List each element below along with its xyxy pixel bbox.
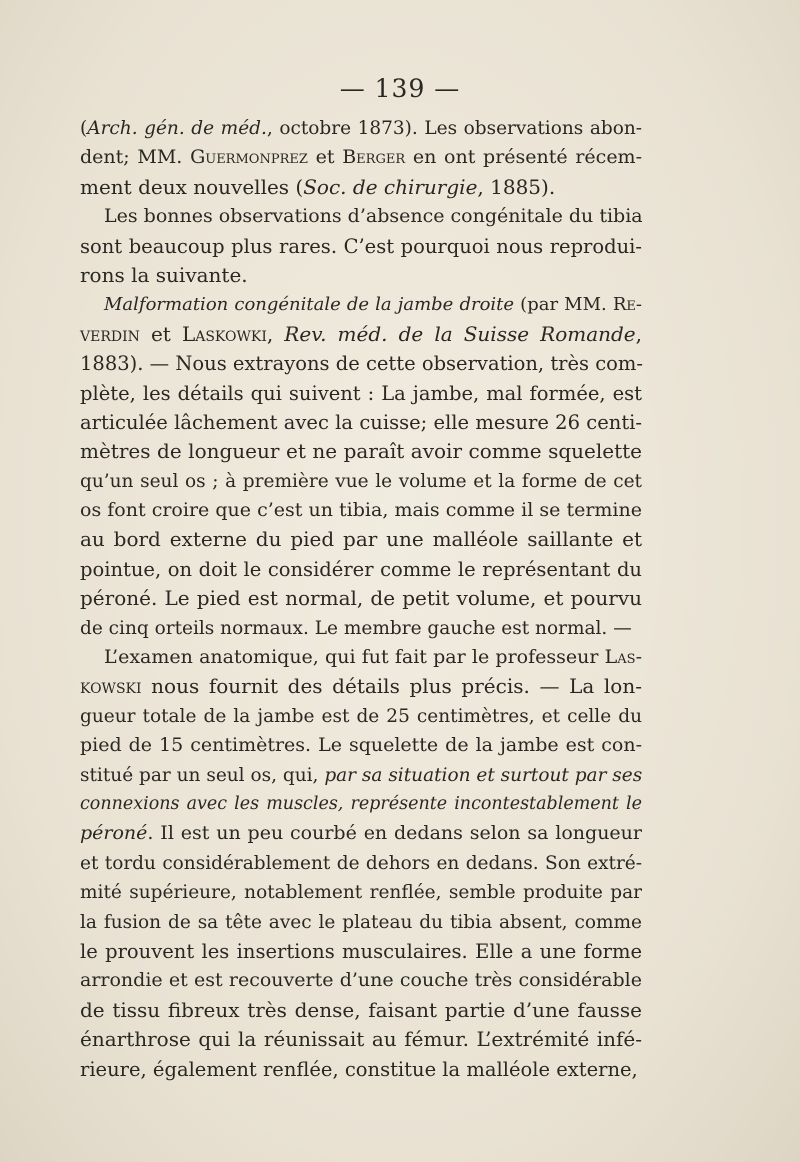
- text-line: [80, 1055, 642, 1084]
- text-run: au bord externe du pied par une malléole saillante et: [80, 527, 642, 552]
- text-run: . Il est un peu courbé en dedans selon sa longueur: [147, 822, 642, 845]
- text-line: [80, 467, 642, 496]
- text-run: Les bonnes observations d’absence congénitale du tibia: [104, 205, 643, 228]
- text-run: ,: [635, 321, 643, 346]
- small-caps-name: kowski: [80, 674, 142, 699]
- text-line: [80, 525, 642, 554]
- text-line: [80, 349, 642, 378]
- text-run: plète, les détails qui suivent : La jambe, mal formée, est: [80, 381, 642, 405]
- text-run: arrondie et est recouverte d’une couche très considérable: [80, 969, 642, 992]
- italic-text: péroné: [80, 822, 148, 845]
- text-run: énarthrose qui la réunissait au fémur. L’extrémité infé-: [80, 1027, 642, 1052]
- text-line: [80, 937, 642, 966]
- text-run: pointue, on doit le considérer comme le représentant du: [80, 557, 642, 581]
- text-line: [80, 555, 642, 584]
- small-caps-name: Las-: [604, 646, 642, 669]
- text-line: [80, 790, 642, 819]
- text-run: rons la suivante.: [80, 262, 248, 287]
- text-run: , 1885).: [477, 174, 556, 199]
- small-caps-name: Laskowki: [181, 321, 267, 346]
- text-line: [80, 672, 642, 701]
- italic-text: Arch. gén. de méd.: [87, 118, 267, 139]
- text-line: [80, 908, 642, 937]
- text-run: le prouvent les insertions musculaires. Elle a une forme: [80, 939, 642, 963]
- text-run: mètres de longueur et ne paraît avoir comme squelette: [80, 439, 642, 464]
- text-run: et: [307, 146, 343, 169]
- paragraph: [80, 114, 642, 202]
- text-line: [80, 437, 642, 466]
- italic-text: connexions avec les muscles, représente incontestablement le: [80, 793, 642, 814]
- text-run: articulée lâchement avec la cuisse; elle mesure 26 centi-: [80, 410, 642, 434]
- text-run: ment deux nouvelles (: [80, 174, 304, 199]
- text-run: et: [139, 321, 182, 346]
- small-caps-name: Berger: [342, 146, 406, 169]
- text-run: la fusion de sa tête avec le plateau du tibia absent, comme: [80, 911, 642, 933]
- small-caps-name: Guermonprez: [190, 146, 308, 169]
- text-run: de tissu fibreux très dense, faisant partie d’une fausse: [80, 997, 642, 1022]
- text-run: de cinq orteils normaux. Le membre gauche est normal. —: [80, 617, 632, 639]
- text-run: (par MM.: [514, 294, 613, 316]
- text-line: [80, 966, 642, 995]
- small-caps-name: Re-: [612, 294, 642, 316]
- text-line: [80, 731, 642, 760]
- paragraph: [80, 290, 642, 643]
- text-line: [80, 584, 642, 613]
- text-line: [80, 290, 642, 319]
- text-line: [80, 261, 642, 290]
- text-line: [80, 143, 642, 172]
- text-run: nous fournit des détails plus précis. — La lon-: [141, 674, 642, 699]
- text-run: ,: [266, 321, 285, 346]
- text-line: [80, 202, 642, 231]
- text-line: [80, 379, 642, 408]
- italic-text: Malformation congénitale de la jambe droite: [104, 294, 515, 316]
- text-line: [80, 878, 642, 907]
- text-run: stitué par un seul os, qui,: [80, 764, 325, 786]
- text-line: [80, 643, 642, 672]
- text-run: mité supérieure, notablement renflée, semble produite par: [80, 882, 642, 904]
- text-run: 1883). — Nous extrayons de cette observation, très com-: [80, 352, 643, 376]
- text-line: [80, 849, 642, 878]
- text-run: pied de 15 centimètres. Le squelette de la jambe est con-: [80, 734, 642, 757]
- text-run: , octobre 1873). Les observations abon-: [266, 118, 643, 139]
- text-run: (: [80, 118, 88, 139]
- text-run: sont beaucoup plus rares. C’est pourquoi nous reprodui-: [80, 234, 642, 258]
- text-run: et tordu considérablement de dehors en dedans. Son extré-: [80, 852, 642, 874]
- text-line: [80, 996, 642, 1025]
- text-run: dent; MM.: [80, 146, 191, 169]
- paragraph: [80, 643, 642, 1084]
- italic-text: par sa situation et surtout par ses: [324, 764, 643, 786]
- text-line: [80, 496, 642, 525]
- text-line: [80, 761, 642, 790]
- text-run: rieure, également renflée, constitue la malléole externe,: [80, 1057, 638, 1081]
- text-line: [80, 232, 642, 261]
- small-caps-name: verdin: [80, 321, 140, 346]
- body-text: [80, 114, 642, 1084]
- italic-text: Rev. méd. de la Suisse Romande: [284, 321, 636, 346]
- text-line: [80, 819, 642, 848]
- text-line: [80, 320, 642, 349]
- text-run: qu’un seul os ; à première vue le volume et la forme de cet: [80, 470, 642, 492]
- text-run: os font croire que c’est un tibia, mais comme il se termine: [80, 499, 642, 522]
- text-line: [80, 1025, 642, 1054]
- text-run: en ont présenté récem-: [405, 146, 642, 169]
- text-run: gueur totale de la jambe est de 25 centimètres, et celle du: [80, 705, 642, 727]
- text-run: L’examen anatomique, qui fut fait par le professeur: [104, 646, 605, 669]
- text-line: [80, 702, 642, 731]
- text-run: péroné. Le pied est normal, de petit volume, et pourvu: [80, 586, 642, 611]
- text-line: [80, 173, 642, 202]
- text-line: [80, 614, 642, 643]
- text-line: [80, 408, 642, 437]
- italic-text: Soc. de chirurgie: [303, 174, 478, 199]
- paragraph: [80, 202, 642, 290]
- text-line: [80, 114, 642, 143]
- page-number: — 139 —: [339, 74, 461, 103]
